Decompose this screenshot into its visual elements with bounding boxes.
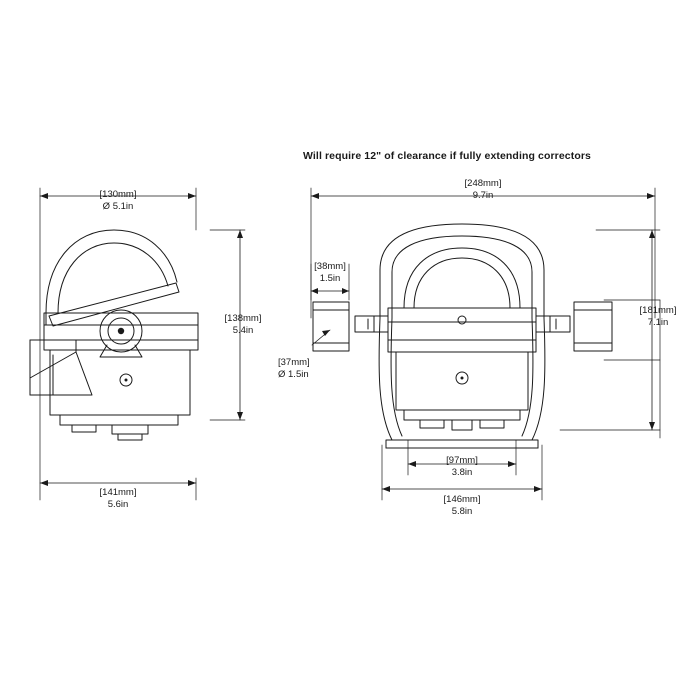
dim-value-imperial: Ø 1.5in — [278, 368, 309, 380]
dim-value-metric: [181mm] — [639, 305, 677, 316]
dim-value-imperial: Ø 5.1in — [102, 200, 134, 212]
dim-value-imperial: 5.8in — [451, 505, 473, 517]
dim-side-width-top — [83, 189, 153, 212]
dim-value-imperial: 7.1in — [647, 316, 669, 328]
dim-value-metric: [38mm] — [314, 261, 346, 272]
dim-value-metric: [248mm] — [464, 178, 502, 189]
dim-base-inner-width — [427, 455, 497, 478]
dim-value-imperial: 5.6in — [107, 498, 129, 510]
dim-side-height — [215, 313, 271, 336]
dim-value-imperial: 1.5in — [319, 272, 341, 284]
dim-value-imperial: 5.4in — [232, 324, 254, 336]
dim-value-imperial: 9.7in — [472, 189, 494, 201]
clearance-note: Will require 12" of clearance if fully extending correctors — [303, 150, 591, 162]
dim-front-height — [630, 305, 686, 328]
dim-value-metric: [141mm] — [99, 487, 137, 498]
dim-value-metric: [97mm] — [446, 455, 478, 466]
dim-value-imperial: 3.8in — [451, 466, 473, 478]
dim-value-metric: [146mm] — [443, 494, 481, 505]
dim-base-outer-width — [427, 494, 497, 517]
dim-corrector-diameter — [278, 357, 358, 380]
dim-front-width-overall — [448, 178, 518, 201]
dim-value-metric: [37mm] — [278, 357, 310, 368]
dim-value-metric: [138mm] — [224, 313, 262, 324]
dim-corrector-width — [295, 261, 365, 284]
dim-side-width-bottom — [83, 487, 153, 510]
dim-value-metric: [130mm] — [99, 189, 137, 200]
